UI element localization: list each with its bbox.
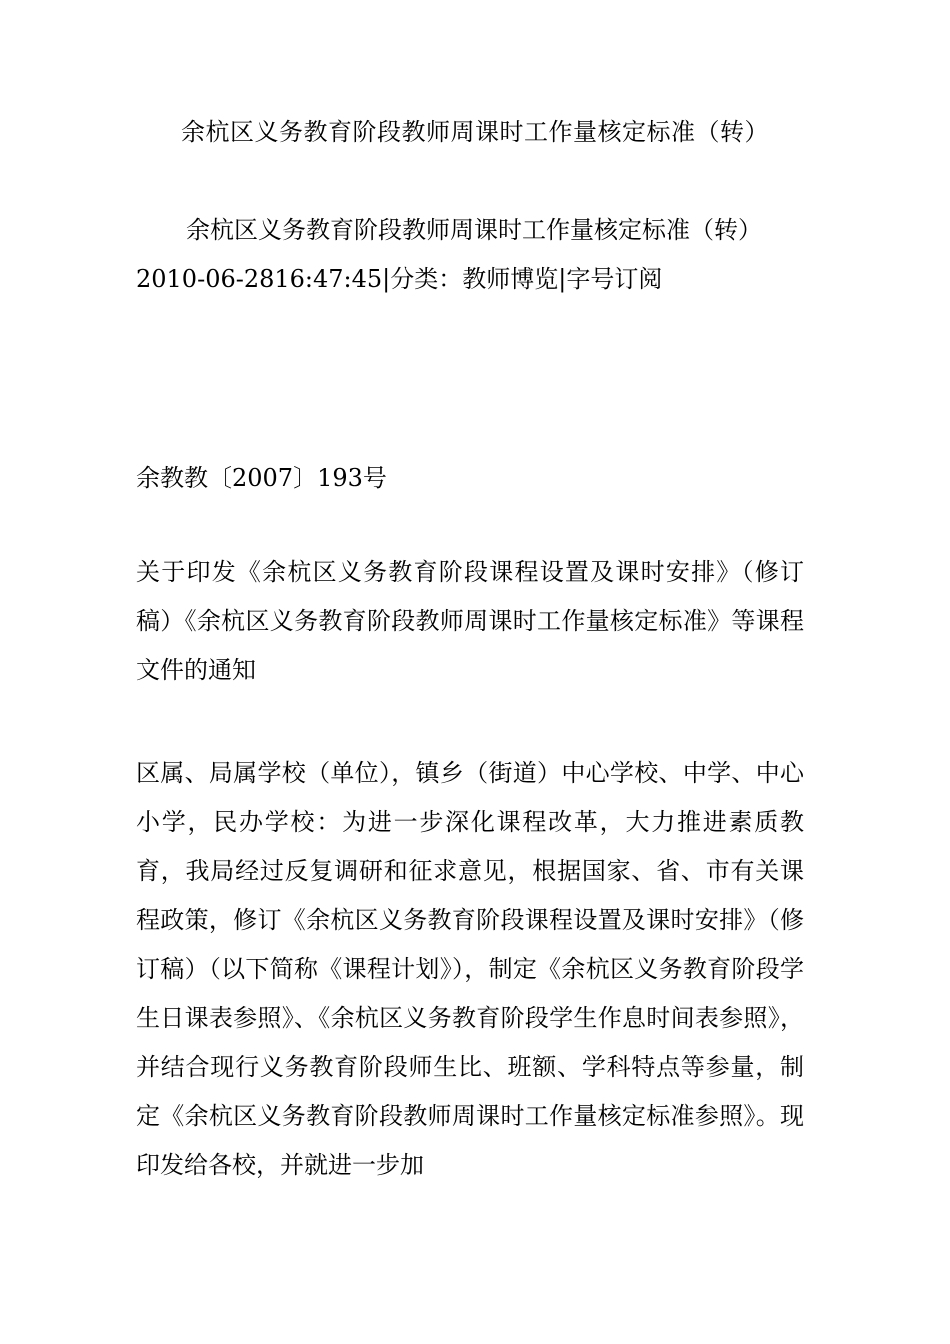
document-number: 余教教〔2007〕193号 — [136, 464, 387, 492]
article-meta: 2010-06-2816:47:45|分类：教师博览|字号订阅 — [136, 265, 663, 293]
article-title: 余杭区义务教育阶段教师周课时工作量核定标准（转） — [186, 216, 762, 244]
notice-title: 关于印发《余杭区义务教育阶段课程设置及课时安排》（修订稿）《余杭区义务教育阶段教师周课时工作量核定标准》等课程文件的通知 — [136, 558, 804, 684]
body-paragraph: 区属、局属学校（单位），镇乡（街道）中心学校、中学、中心小学，民办学校：为进一步深化课程改革，大力推进素质教育，我局经过反复调研和征求意见，根据国家、省、市有关课程政策，修订《余杭区义务教育阶段课程设置及课时安排》（修订稿）（以下简称《课程计划》），制定《余杭区义务教育阶段学生日课表参照》、《余杭区义务教育阶段学生作息时间表参照》，并结合现行义务教育阶段师生比、班额、学科特点等参量，制定《余杭区义务教育阶段教师周课时工作量核定标准参照》。现印发给各校，并就进一步加 — [136, 759, 804, 1179]
article-header — [136, 206, 804, 304]
document-title: 余杭区义务教育阶段教师周课时工作量核定标准（转） — [181, 118, 769, 146]
